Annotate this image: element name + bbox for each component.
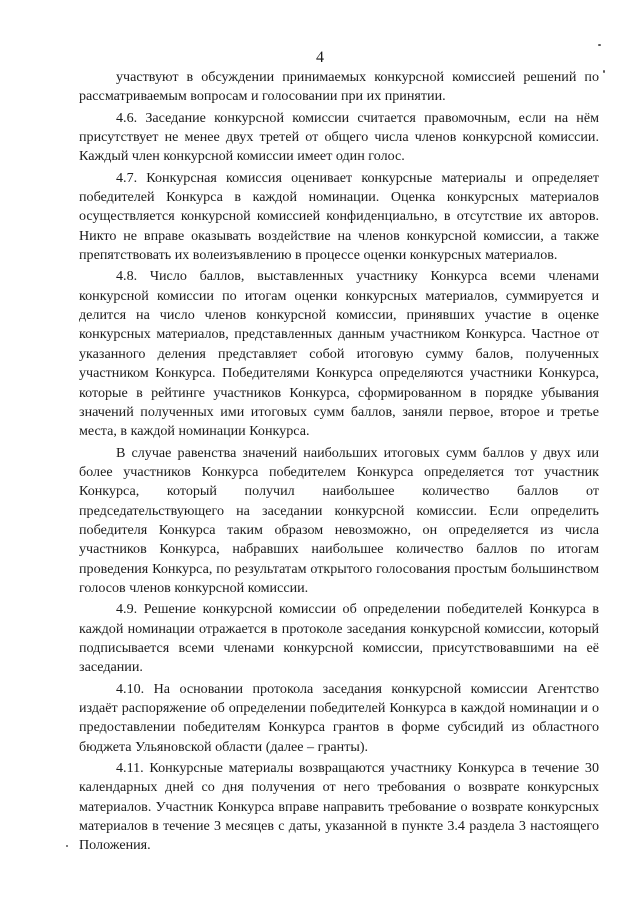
- scan-speck: [598, 44, 601, 46]
- document-body: [79, 68, 599, 856]
- scan-speck: [603, 70, 605, 73]
- paragraph-4-11: 4.11. Конкурсные материалы возвращаются участнику Конкурса в течение 30 календарных дней со дня получения от него требования о возврате конкурсных материалов. Участник Конкурса вправе направить требование о возврате конкурсных материалов в течение 3 месяцев с даты, указанной в пункте 3.4 раздела 3 настоящего Положения.: [79, 760, 599, 854]
- paragraph-4-9: 4.9. Решение конкурсной комиссии об определении победителей Конкурса в каждой номинации отражается в протоколе заседания конкурсной комиссии, который подписывается всеми членами конкурсной комиссии, присутствовавшими на её заседании.: [79, 601, 599, 676]
- paragraph-4-10: 4.10. На основании протокола заседания конкурсной комиссии Агентство издаёт распоряжение об определении победителей Конкурса в каждой номинации и о предоставлении победителям Конкурса грантов в форме субсидий из областного бюджета Ульяновской области (далее – гранты).: [79, 680, 599, 755]
- page-number: 4: [316, 49, 324, 66]
- paragraph-4-8: 4.8. Число баллов, выставленных участнику Конкурса всеми членами конкурсной комиссии по итогам оценки конкурсных материалов, суммируется и делится на число членов конкурсной комиссии, принявших участие в оценке конкурсных материалов, представленных данным участником Конкурса. Частное от указанного деления представляет собой итоговую сумму балов, полученных участником Конкурса. Победителями Конкурса определяются участники Конкурса, которые в рейтинге участников Конкурса, сформированном в порядке убывания значений полученных ими итоговых сумм баллов, заняли первое, второе и третье места, в каждой номинации Конкурса.: [79, 268, 599, 440]
- paragraph-tie-rule: В случае равенства значений наибольших итоговых сумм баллов у двух или более участников Конкурса победителем Конкурса определяется тот участник Конкурса, который получил наибольшее количество баллов от председательствующего на заседании конкурсной комиссии. Если определить победителя Конкурса таким образом невозможно, он определяется из числа участников Конкурса, набравших наибольшее количество баллов по итогам проведения Конкурса, по результатам открытого голосования простым большинством голосов членов конкурсной комиссии.: [79, 444, 599, 596]
- scan-speck: [66, 845, 68, 847]
- paragraph-4-7: 4.7. Конкурсная комиссия оценивает конкурсные материалы и определяет победителей Конкурса в каждой номинации. Оценка конкурсных материалов осуществляется конкурсной комиссией конфиденциально, в отсутствие их авторов. Никто не вправе оказывать воздействие на членов конкурсной комиссии, а также препятствовать их волеизъявлению в процессе оценки конкурсных материалов.: [79, 169, 599, 264]
- paragraph-4-6: 4.6. Заседание конкурсной комиссии считается правомочным, если на нём присутствует не менее двух третей от общего числа членов конкурсной комиссии. Каждый член конкурсной комиссии имеет один голос.: [79, 109, 599, 165]
- paragraph-continuation: участвуют в обсуждении принимаемых конкурсной комиссией решений по рассматриваемым вопросам и голосовании при их принятии.: [79, 69, 599, 105]
